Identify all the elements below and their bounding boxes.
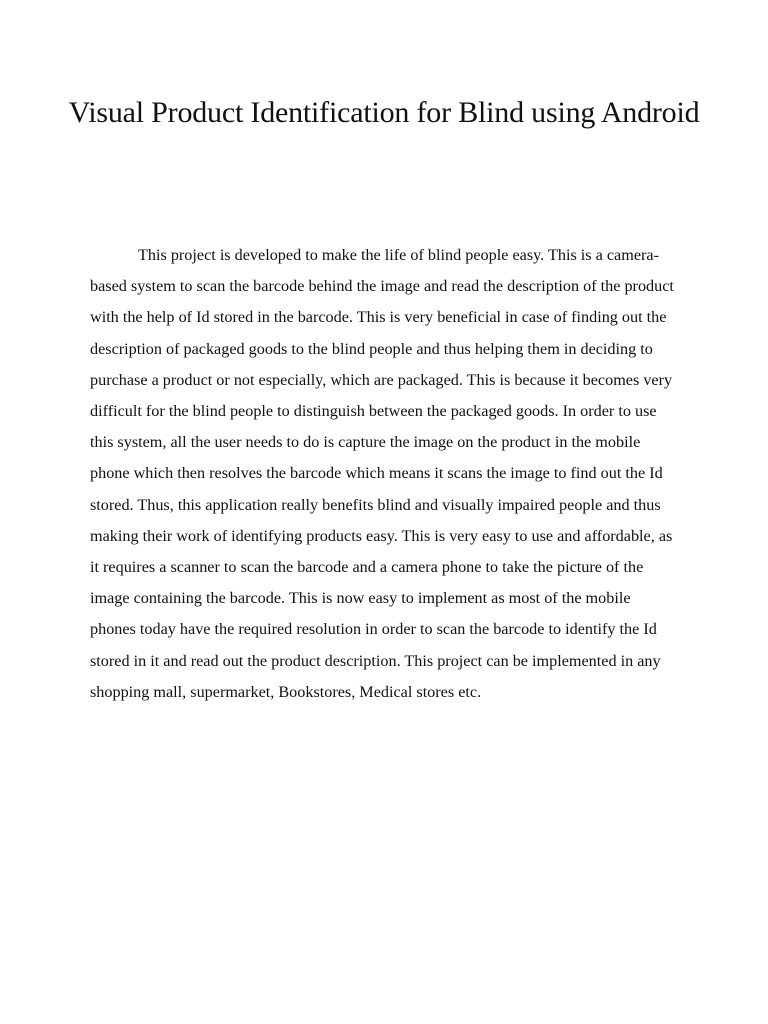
document-title: Visual Product Identification for Blind using Android — [68, 96, 700, 129]
document-body-paragraph: This project is developed to make the life of blind people easy. This is a camera-based system to scan the barcode behind the image and read the description of the product with the help of Id stored in the barcode. This is very beneficial in case of finding out the description of packaged goods to the blind people and thus helping them in deciding to purchase a product or not especially, which are packaged. This is because it becomes very difficult for the blind people to distinguish between the packaged goods. In order to use this system, all the user needs to do is capture the image on the product in the mobile phone which then resolves the barcode which means it scans the image to find out the Id stored. Thus, this application really benefits blind and visually impaired people and thus making their work of identifying products easy. This is very easy to use and affordable, as it requires a scanner to scan the barcode and a camera phone to take the picture of the image containing the barcode. This is now easy to implement as most of the mobile phones today have the required resolution in order to scan the barcode to identify the Id stored in it and read out the product description. This project can be implemented in any shopping mall, supermarket, Bookstores, Medical stores etc. — [90, 246, 674, 701]
